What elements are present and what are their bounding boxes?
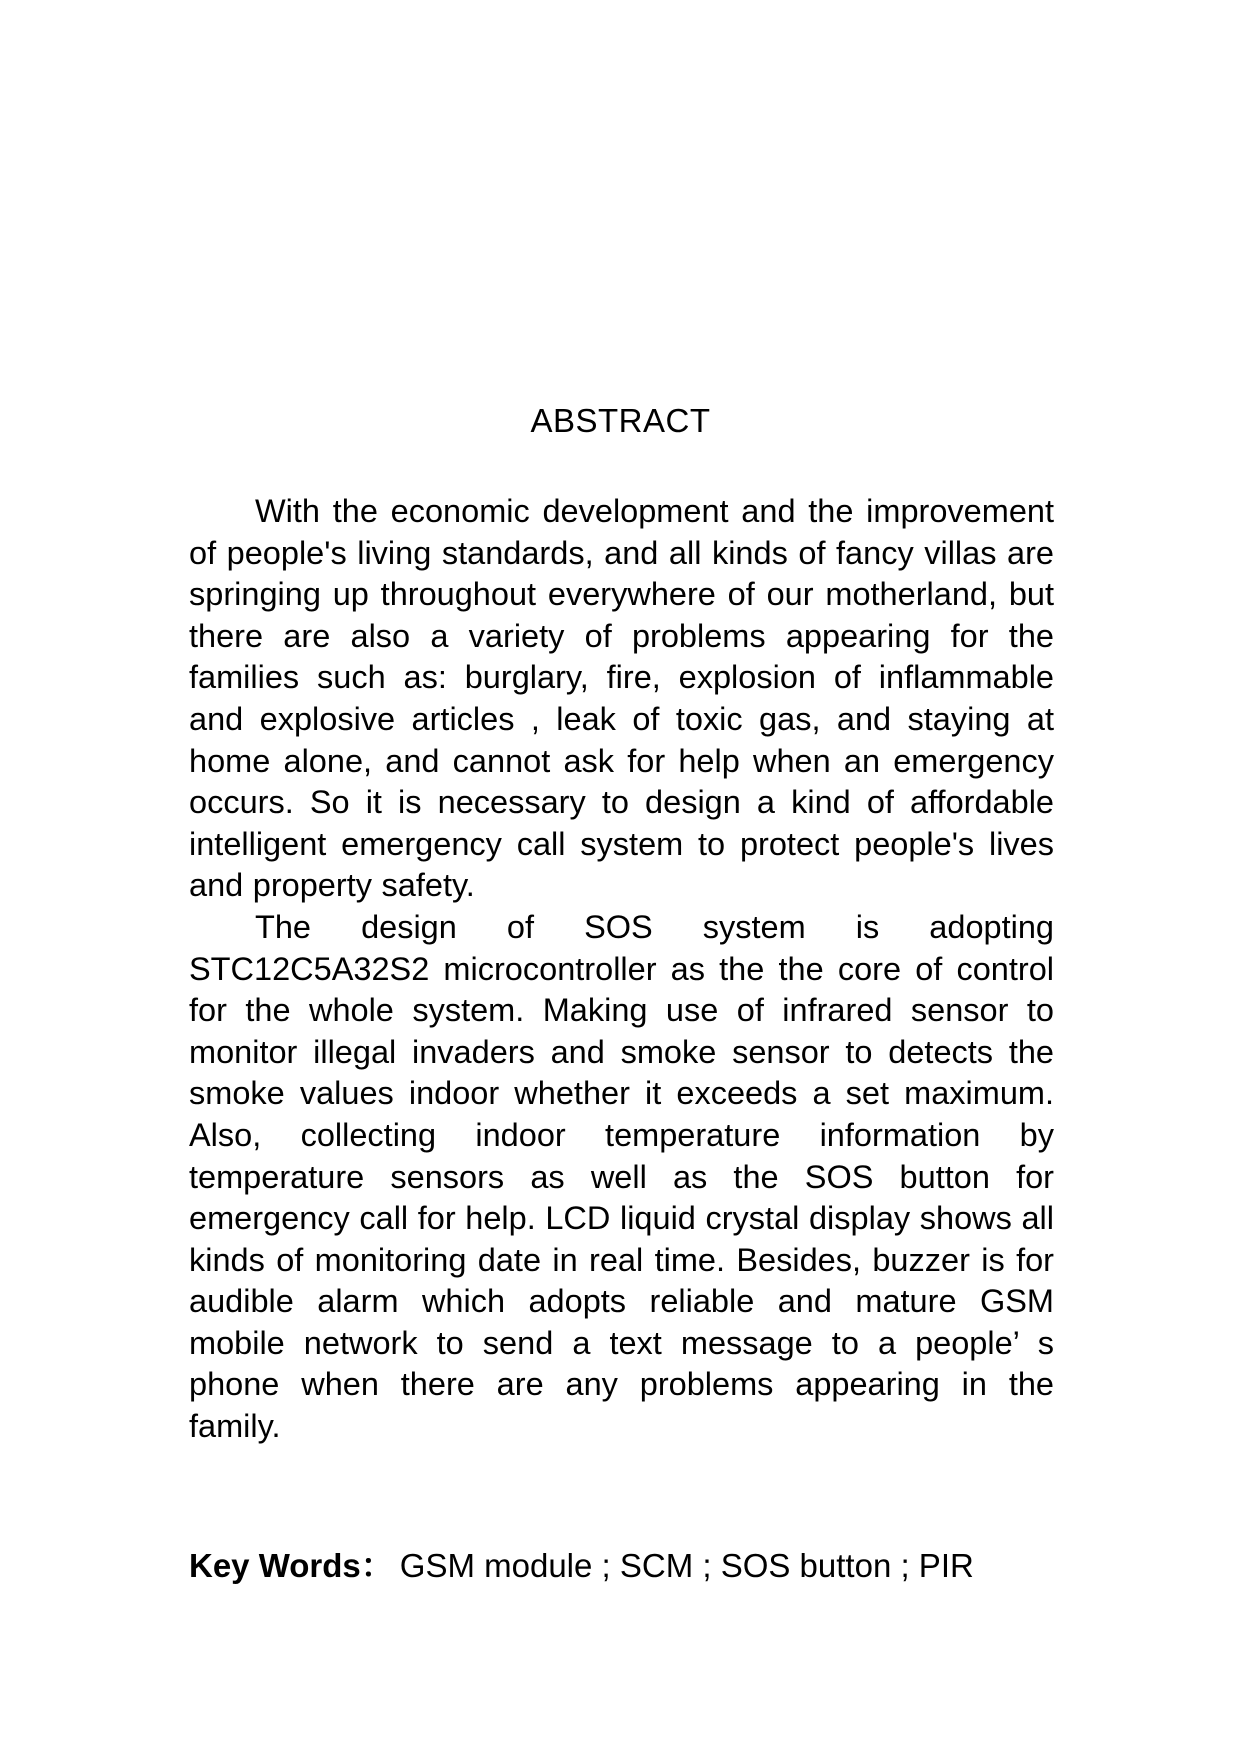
abstract-title: ABSTRACT: [530, 402, 711, 439]
keywords-label: Key Words: [189, 1547, 361, 1584]
abstract-paragraph-1: With the economic development and the improvement of people's living standards, and all kinds of fancy villas are springing up throughout everywhere of our motherland, but there are also a variety of problems appearing for the families such as: burglary, fire, explosion of inflammable and explosive articles , leak of toxic gas, and staying at home alone, and cannot ask for help when an emergency occurs. So it is necessary to design a kind of affordable intelligent emergency call system to protect people's lives and property safety.: [189, 493, 1054, 904]
keywords-separator: ：: [360, 1547, 394, 1584]
abstract-paragraph-2: The design of SOS system is adopting STC12C5A32S2 microcontroller as the the core of control for the whole system. Making use of infrared sensor to monitor illegal invaders and smoke sensor to detects the smoke values indoor whether it exceeds a set maximum. Also, collecting indoor temperature information by temperature sensors as well as the SOS button for emergency call for help. LCD liquid crystal display shows all kinds of monitoring date in real time. Besides, buzzer is for audible alarm which adopts reliable and mature GSM mobile network to send a text message to a people’ s phone when there are any problems appearing in the family.: [189, 908, 1054, 1445]
keywords-line: [189, 1545, 1089, 1587]
abstract-body: [189, 491, 1054, 1448]
keywords-list: GSM module ; SCM ; SOS button ; PIR: [399, 1547, 974, 1584]
